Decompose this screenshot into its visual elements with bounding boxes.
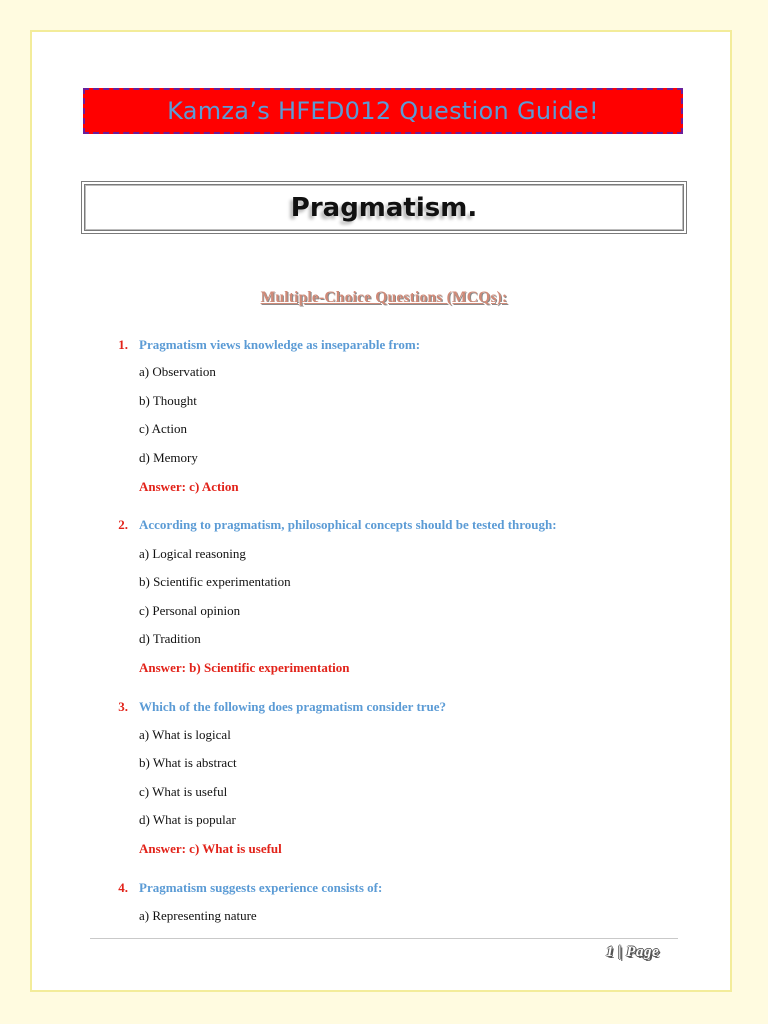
footer-divider bbox=[90, 938, 678, 939]
answer-option: c) Action bbox=[139, 421, 188, 436]
answer-option: a) Representing nature bbox=[139, 908, 257, 923]
question-text: Which of the following does pragmatism consider true? bbox=[139, 699, 447, 714]
title-box bbox=[81, 181, 687, 234]
answer-option: d) Memory bbox=[139, 450, 198, 465]
answer-option: d) Tradition bbox=[139, 631, 201, 646]
answer-option: a) What is logical bbox=[139, 727, 231, 742]
page-border bbox=[30, 30, 732, 992]
answer-option: b) Thought bbox=[139, 393, 197, 408]
document-title: Pragmatism. bbox=[290, 192, 478, 223]
question-text: According to pragmatism, philosophical concepts should be tested through: bbox=[139, 517, 557, 532]
question-text: Pragmatism views knowledge as inseparable from: bbox=[139, 337, 421, 352]
correct-answer: Answer: b) Scientific experimentation bbox=[139, 660, 350, 675]
section-heading: Multiple-Choice Questions (MCQs): bbox=[260, 289, 508, 306]
question-text: Pragmatism suggests experience consists of: bbox=[139, 880, 383, 895]
correct-answer: Answer: c) What is useful bbox=[139, 841, 282, 856]
answer-option: a) Logical reasoning bbox=[139, 546, 246, 561]
answer-option: c) What is useful bbox=[139, 784, 228, 799]
header-banner bbox=[83, 88, 683, 134]
question-number: 3. bbox=[118, 699, 128, 714]
banner-title: Kamza’s HFED012 Question Guide! bbox=[167, 97, 599, 125]
answer-option: a) Observation bbox=[139, 364, 216, 379]
question-number: 2. bbox=[118, 517, 128, 532]
question-number: 4. bbox=[118, 880, 128, 895]
answer-option: b) What is abstract bbox=[139, 755, 237, 770]
answer-option: c) Personal opinion bbox=[139, 603, 241, 618]
answer-option: b) Scientific experimentation bbox=[139, 574, 291, 589]
question-number: 1. bbox=[118, 337, 128, 352]
page-number: 1 | Page bbox=[606, 944, 660, 960]
answer-option: d) What is popular bbox=[139, 812, 236, 827]
correct-answer: Answer: c) Action bbox=[139, 479, 239, 494]
